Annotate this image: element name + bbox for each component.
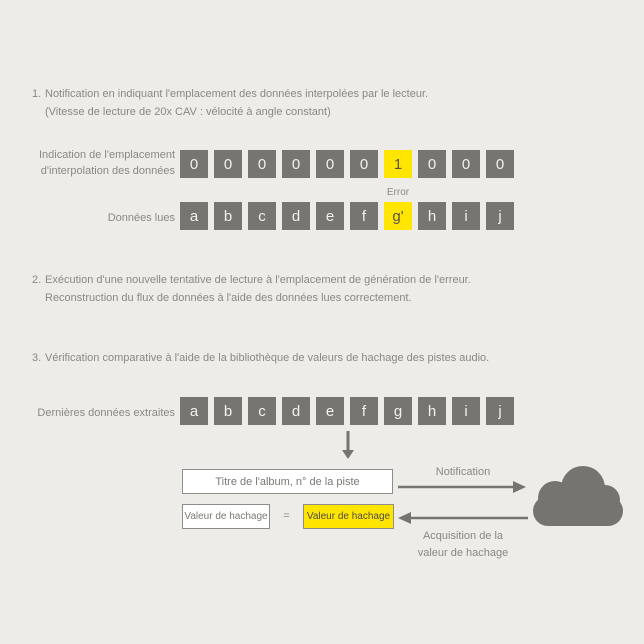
acquisition-label-line-1: Acquisition de la	[422, 530, 504, 542]
data-cell: 0	[180, 150, 208, 178]
step-1-line-2: (Vitesse de lecture de 20x CAV : vélocité à angle constant)	[45, 106, 331, 118]
data-cell: 0	[282, 150, 310, 178]
left-arrow-icon	[398, 512, 528, 524]
hash-value-box-local: Valeur de hachage	[182, 504, 270, 529]
data-cell: 0	[214, 150, 242, 178]
data-cell: 0	[452, 150, 480, 178]
error-label: Error	[386, 187, 410, 198]
data-cell: d	[282, 202, 310, 230]
interpolation-flags-row	[180, 150, 514, 178]
data-cell: g'	[384, 202, 412, 230]
step-2-lines	[45, 271, 471, 307]
data-cell: 1	[384, 150, 412, 178]
read-row-label: Données lues	[107, 212, 175, 224]
right-arrow-icon	[398, 481, 526, 493]
acquisition-label	[398, 528, 528, 562]
down-arrow-icon	[340, 431, 356, 459]
equals-sign: =	[283, 510, 290, 522]
read-data-row	[180, 202, 514, 230]
interpolation-row-label	[10, 147, 175, 179]
album-title-box: Titre de l'album, n° de la piste	[182, 469, 393, 494]
step-3-line-1: Vérification comparative à l'aide de la bibliothèque de valeurs de hachage des pistes audio.	[45, 352, 490, 364]
step-2-line-1: Exécution d'une nouvelle tentative de lecture à l'emplacement de génération de l'erreur.	[45, 274, 471, 286]
data-cell: f	[350, 397, 378, 425]
data-cell: i	[452, 397, 480, 425]
extracted-data-row	[180, 397, 514, 425]
data-cell: 0	[418, 150, 446, 178]
data-cell: 0	[316, 150, 344, 178]
hash-value-box-remote: Valeur de hachage	[303, 504, 394, 529]
data-cell: e	[316, 202, 344, 230]
data-cell: 0	[248, 150, 276, 178]
step-3-number: 3.	[32, 352, 42, 364]
data-cell: 0	[486, 150, 514, 178]
data-cell: h	[418, 202, 446, 230]
step-3-lines	[45, 349, 489, 367]
notification-label: Notification	[435, 466, 491, 478]
step-2-number: 2.	[32, 274, 42, 286]
data-cell: f	[350, 202, 378, 230]
step-1-lines	[45, 85, 428, 121]
cloud-icon	[527, 464, 627, 528]
step-1-text	[32, 85, 618, 121]
data-cell: i	[452, 202, 480, 230]
interpolation-label-line-1: Indication de l'emplacement	[38, 149, 175, 161]
data-cell: g	[384, 397, 412, 425]
step-2-line-2: Reconstruction du flux de données à l'aide des données lues correctement.	[45, 292, 412, 304]
data-cell: c	[248, 202, 276, 230]
data-cell: 0	[350, 150, 378, 178]
data-cell: b	[214, 202, 242, 230]
step-1-line-1: Notification en indiquant l'emplacement des données interpolées par le lecteur.	[45, 88, 429, 100]
data-cell: c	[248, 397, 276, 425]
data-cell: a	[180, 202, 208, 230]
data-cell: j	[486, 202, 514, 230]
acquisition-label-line-2: valeur de hachage	[417, 547, 509, 559]
data-cell: a	[180, 397, 208, 425]
step-3-text	[32, 349, 618, 367]
data-cell: b	[214, 397, 242, 425]
data-cell: h	[418, 397, 446, 425]
interpolation-label-line-2: d'interpolation des données	[40, 165, 175, 177]
data-cell: e	[316, 397, 344, 425]
extracted-row-label: Dernières données extraites	[37, 407, 175, 419]
step-1-number: 1.	[32, 88, 42, 100]
data-cell: j	[486, 397, 514, 425]
data-cell: d	[282, 397, 310, 425]
step-2-text	[32, 271, 618, 307]
